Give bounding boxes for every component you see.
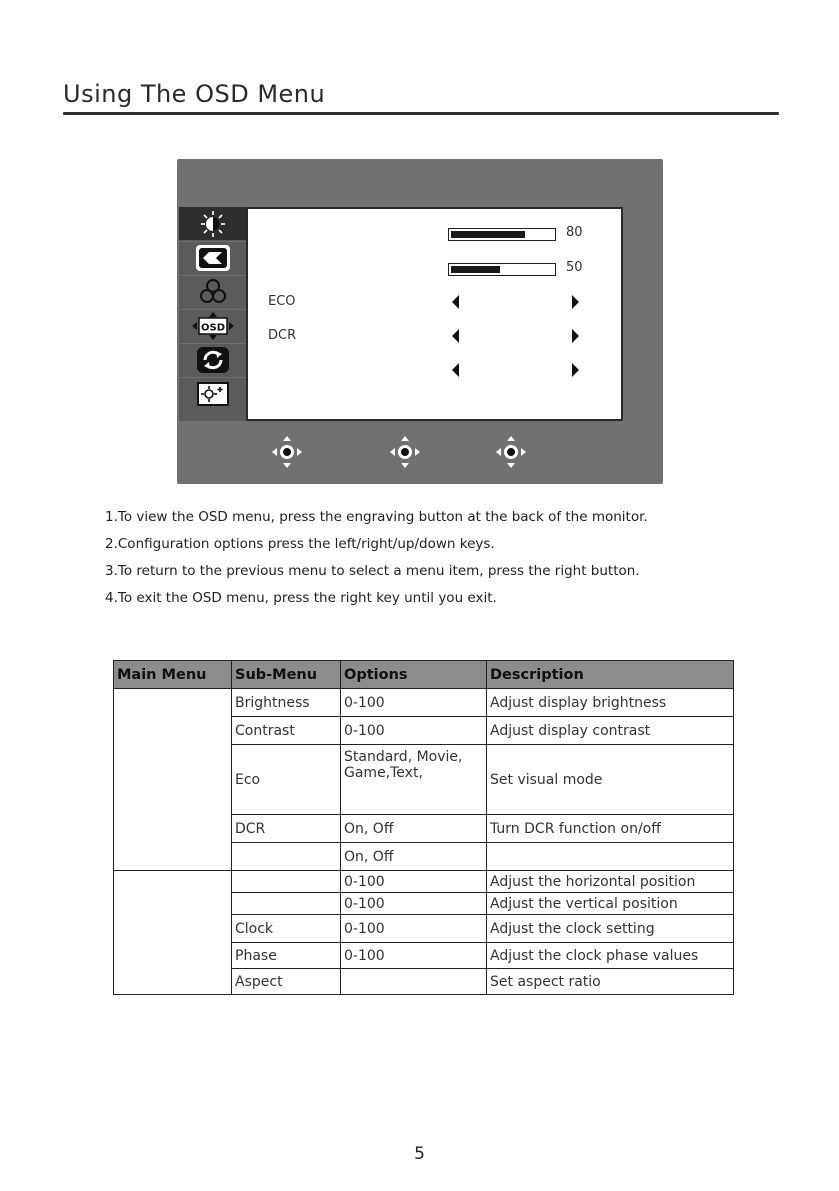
reset-icon — [196, 346, 230, 374]
options-cell: 0-100 — [341, 871, 487, 893]
description-cell: Adjust the clock phase values — [487, 943, 734, 969]
brightness-value: 80 — [566, 225, 583, 240]
dcr-left-arrow-icon[interactable] — [452, 329, 459, 343]
description-cell: Adjust the horizontal position — [487, 871, 734, 893]
osd-row-brightness[interactable] — [248, 219, 621, 249]
instruction-3: 3.To return to the previous menu to select a menu item, press the right button. — [105, 563, 640, 579]
table-header: Main Menu — [114, 661, 232, 689]
table-header: Sub-Menu — [232, 661, 341, 689]
contrast-slider[interactable] — [448, 263, 556, 276]
brightness-icon — [198, 210, 228, 238]
sub-menu-cell: Clock — [232, 915, 341, 943]
brightness-slider[interactable] — [448, 228, 556, 241]
table-header: Description — [487, 661, 734, 689]
description-cell: Turn DCR function on/off — [487, 815, 734, 843]
instruction-4: 4.To exit the OSD menu, press the right key until you exit. — [105, 590, 497, 606]
description-cell: Adjust the clock setting — [487, 915, 734, 943]
dcr-right-arrow-icon[interactable] — [572, 329, 579, 343]
osd-row-dcr[interactable] — [248, 321, 621, 351]
description-cell — [487, 843, 734, 871]
options-line: Game,Text, — [344, 765, 423, 781]
instruction-1: 1.To view the OSD menu, press the engraving button at the back of the monitor. — [105, 509, 648, 525]
options-cell: 0-100 — [341, 893, 487, 915]
title-divider — [63, 112, 779, 115]
osd-row-eco[interactable] — [248, 287, 621, 317]
dcr-label: DCR — [268, 328, 297, 343]
sub-menu-cell: DCR — [232, 815, 341, 843]
osd-row-contrast[interactable] — [248, 254, 621, 284]
sub-menu-cell: Contrast — [232, 717, 341, 745]
main-menu-cell — [114, 689, 232, 871]
sub-menu-cell: Eco — [232, 745, 341, 815]
description-cell: Set visual mode — [487, 745, 734, 815]
option-right-arrow-icon[interactable] — [572, 363, 579, 377]
osd-menu-table — [113, 660, 734, 995]
osd-tab-extra[interactable] — [179, 377, 246, 410]
osd-tab-image[interactable] — [179, 241, 246, 274]
options-cell — [341, 745, 487, 815]
osd-icon-label: OSD — [200, 322, 225, 334]
sub-menu-cell: Brightness — [232, 689, 341, 717]
option-left-arrow-icon[interactable] — [452, 363, 459, 377]
osd-tab-reset[interactable] — [179, 343, 246, 376]
sub-menu-cell — [232, 843, 341, 871]
options-cell: On, Off — [341, 843, 487, 871]
osd-tab-color[interactable] — [179, 275, 246, 308]
options-cell: On, Off — [341, 815, 487, 843]
page-number: 5 — [414, 1144, 425, 1164]
sub-menu-cell: Phase — [232, 943, 341, 969]
sub-menu-cell: Aspect — [232, 969, 341, 995]
sub-menu-cell — [232, 893, 341, 915]
description-cell: Adjust the vertical position — [487, 893, 734, 915]
main-menu-cell — [114, 871, 232, 995]
osd-menu-illustration — [177, 159, 663, 484]
navigation-key-icon — [389, 435, 421, 469]
table-header: Options — [341, 661, 487, 689]
description-cell: Adjust display brightness — [487, 689, 734, 717]
options-line: Standard, Movie, — [344, 749, 463, 765]
osd-icon — [191, 311, 235, 341]
osd-content-panel — [246, 207, 623, 421]
options-cell: 0-100 — [341, 717, 487, 745]
options-cell: 0-100 — [341, 689, 487, 717]
contrast-slider-fill — [451, 266, 500, 273]
osd-row-option[interactable] — [248, 355, 621, 385]
osd-tab-osd[interactable] — [179, 309, 246, 342]
image-back-icon — [195, 244, 231, 272]
description-cell: Adjust display contrast — [487, 717, 734, 745]
options-cell: 0-100 — [341, 915, 487, 943]
options-cell: 0-100 — [341, 943, 487, 969]
navigation-key-icon — [495, 435, 527, 469]
navigation-key-icon — [271, 435, 303, 469]
eco-label: ECO — [268, 294, 296, 309]
color-icon — [198, 278, 228, 306]
brightness-slider-fill — [451, 231, 525, 238]
eco-left-arrow-icon[interactable] — [452, 295, 459, 309]
osd-sidebar — [179, 207, 246, 421]
page-title: Using The OSD Menu — [63, 80, 326, 108]
extra-icon — [197, 382, 229, 406]
osd-tab-brightness[interactable] — [179, 207, 246, 240]
table-header-row — [114, 661, 734, 689]
instruction-2: 2.Configuration options press the left/right/up/down keys. — [105, 536, 495, 552]
options-cell — [341, 969, 487, 995]
contrast-value: 50 — [566, 260, 583, 275]
eco-right-arrow-icon[interactable] — [572, 295, 579, 309]
table-row — [114, 689, 734, 717]
table-row — [114, 871, 734, 893]
sub-menu-cell — [232, 871, 341, 893]
description-cell: Set aspect ratio — [487, 969, 734, 995]
